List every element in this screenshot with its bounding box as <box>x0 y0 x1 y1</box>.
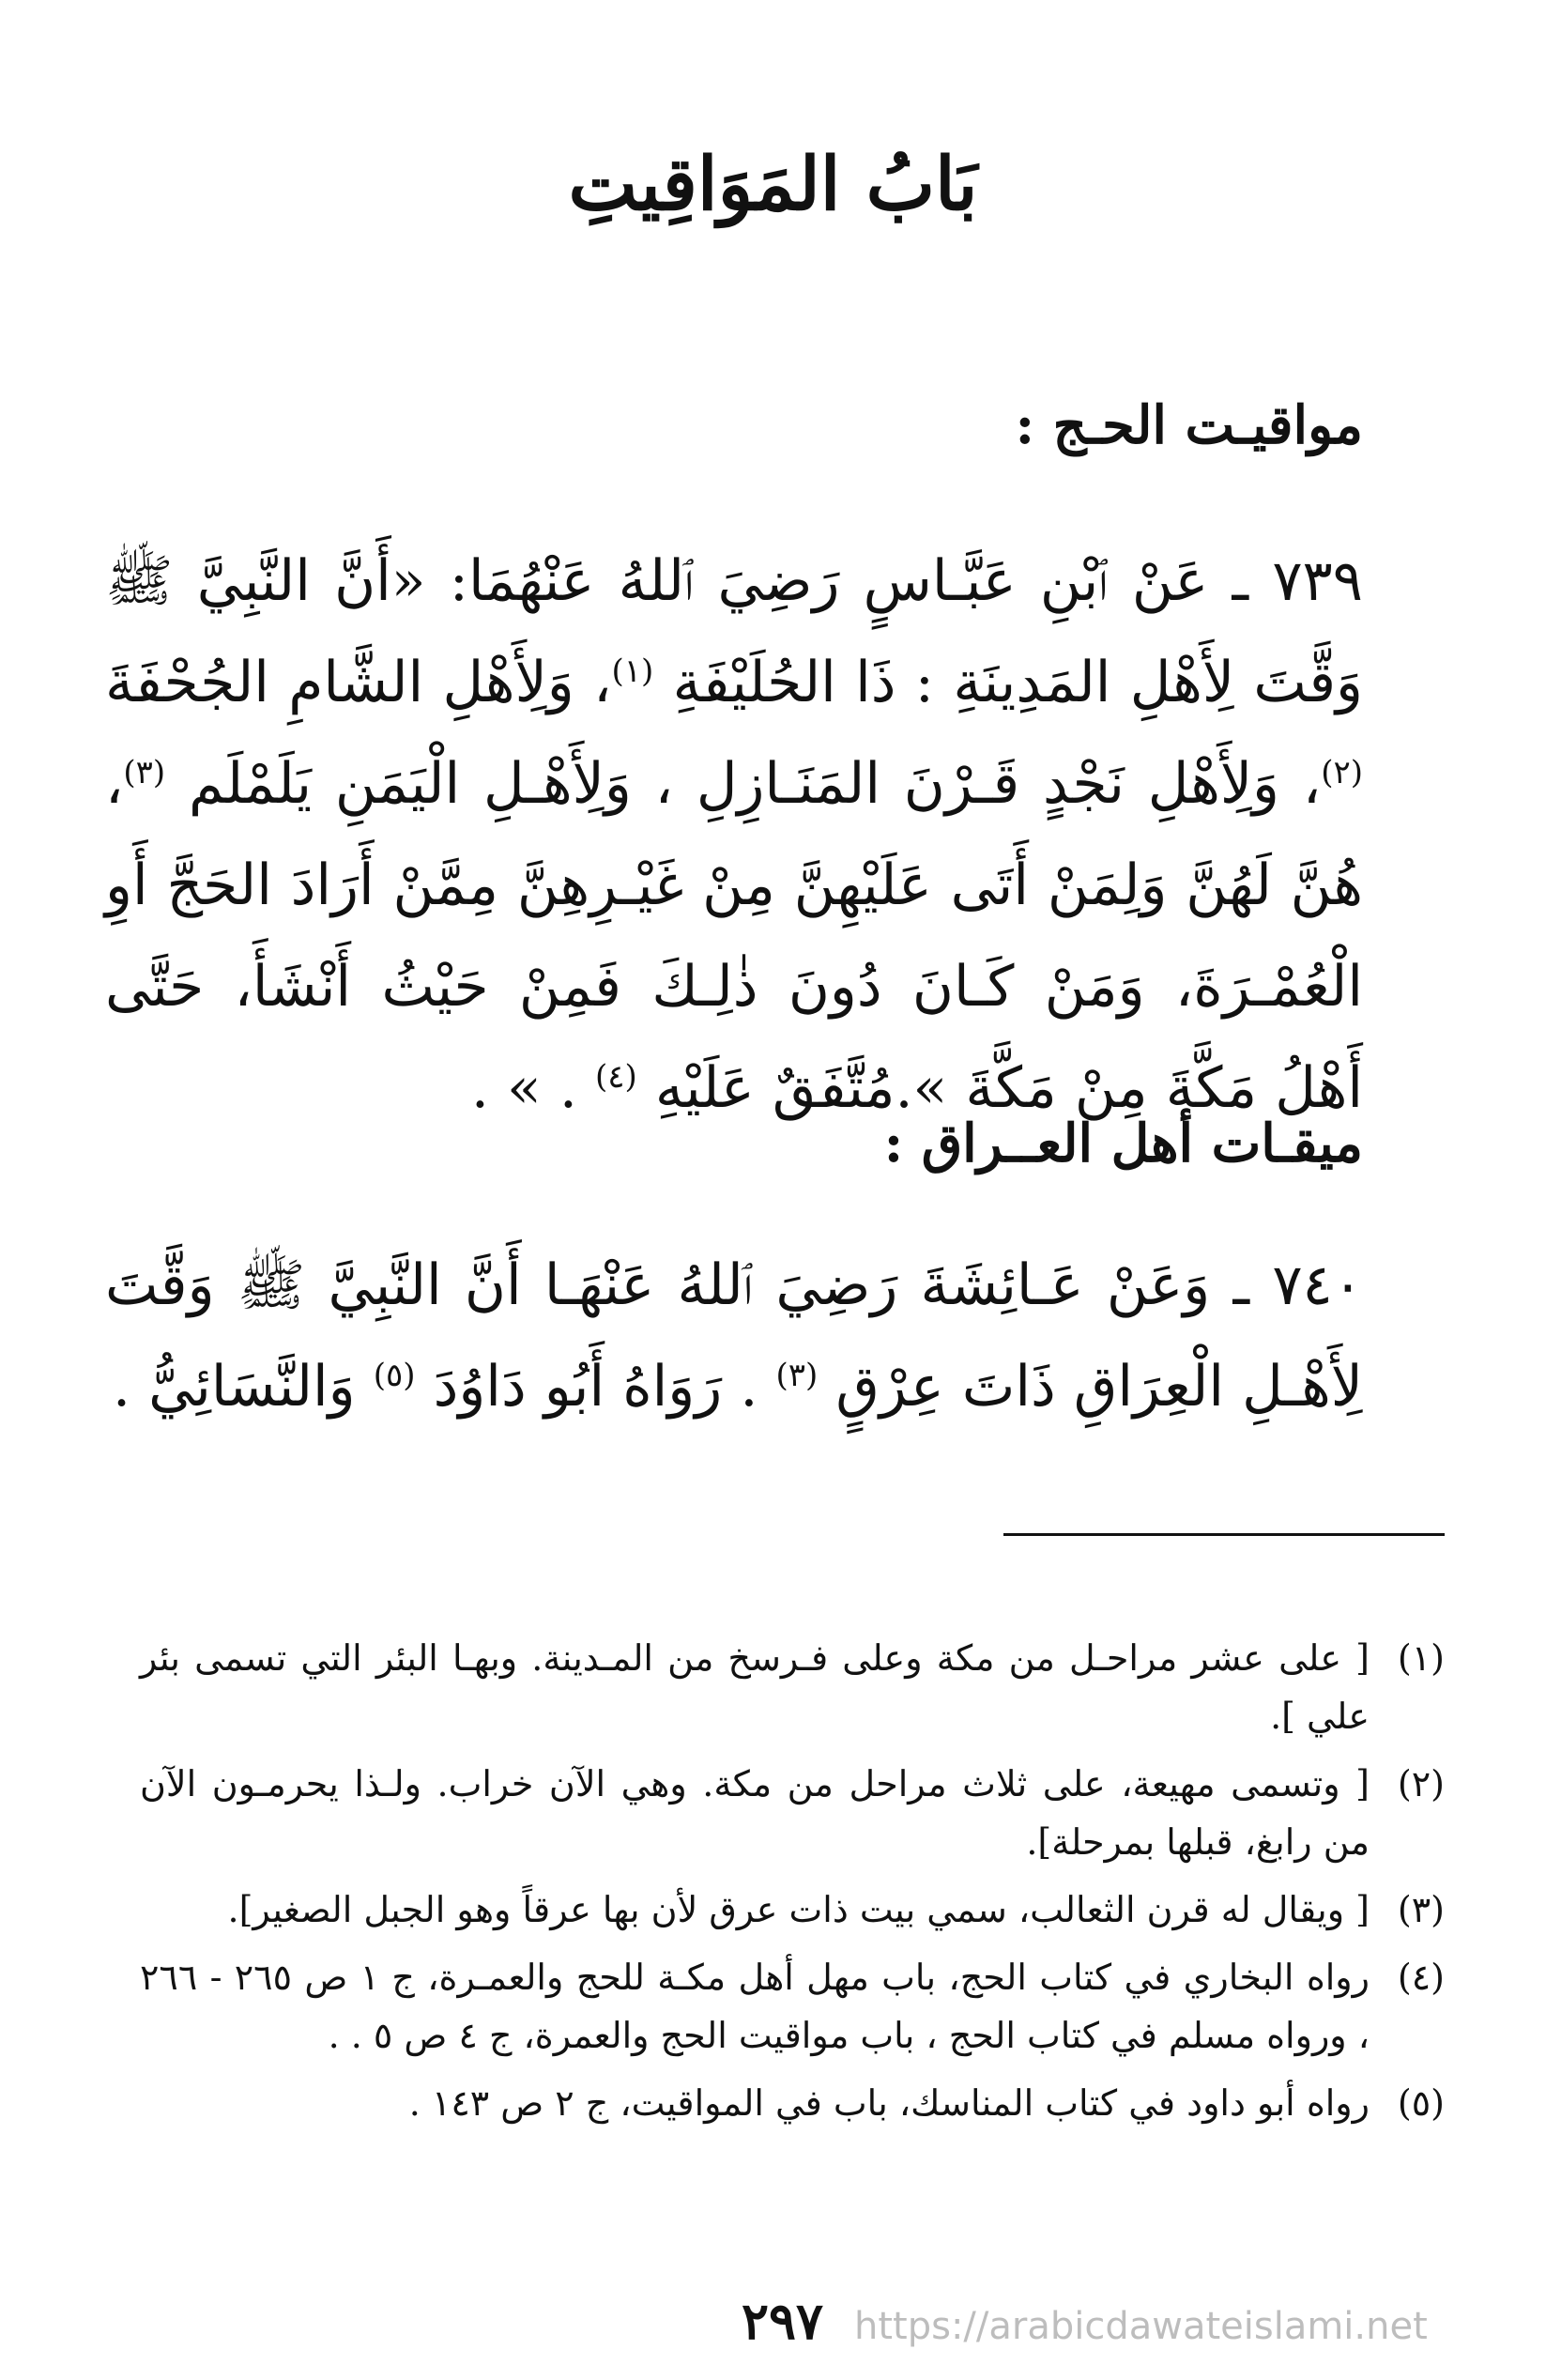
footnote-ref: (٣) <box>775 1357 819 1394</box>
footnote-ref: (١) <box>611 653 654 690</box>
footnote-number: (٢) <box>1397 1763 1445 1804</box>
footnote-text: رواه أبو داود في كتاب المناسك، باب في المواقيت، ج ٢ ص ١٤٣ . <box>408 2082 1370 2124</box>
footnote-ref: (٤) <box>594 1058 637 1096</box>
footnote-ref: (٣) <box>123 754 166 791</box>
section-heading-iraq-miqat: ميقـات أهل العــراق : <box>883 1113 1363 1175</box>
footnote-text: [ على عشر مراحـل من مكة وعلى فـرسخ من المـدينة. وبهـا البئر التي تسمى بئر علي ]. <box>140 1637 1370 1737</box>
footnote-item <box>140 1629 1445 1745</box>
footnote-divider <box>1003 1533 1445 1536</box>
footnote-item <box>140 2074 1445 2132</box>
footnote-text: [ وتسمى مهيعة، على ثلاث مراحل من مكة. وهي الآن خراب. ولـذا يحرمـون الآن من رابغ، قبلها بمرحلة]. <box>140 1763 1370 1863</box>
hadith-text: ٧٣٩ ـ عَنْ ٱبْنِ عَبَّـاسٍ رَضِيَ ٱللهُ عَنْهُمَا: «أَنَّ النَّبِيَّ ﷺ وَقَّتَ لِأَهْلِ المَدِينَةِ : ذَا الحُلَيْفَةِ <box>105 548 1363 715</box>
hadith-text: وَالنَّسَائِيُّ . <box>112 1354 374 1420</box>
hadith-text: ، وَلِأَهْلِ الشَّامِ الجُحْفَةَ <box>105 650 612 715</box>
footnote-number: (٤) <box>1397 1957 1445 1998</box>
footnote-item <box>140 1881 1445 1939</box>
hadith-text: ، هُنَّ لَهُنَّ وَلِمَنْ أَتَى عَلَيْهِنَّ مِنْ غَيْـرِهِنَّ مِمَّنْ أَرَادَ الحَجَّ أَوِ الْعُمْـرَةَ، وَمَنْ كَـانَ دُونَ ذٰلِـكَ فَمِنْ حَيْثُ أَنْشَأَ، حَتَّى أَهْلُ مَكَّةَ مِنْ مَكَّةَ ».مُتَّفَقٌ عَلَيْهِ <box>105 751 1363 1121</box>
footnote-ref: (٢) <box>1321 754 1363 791</box>
footnotes <box>140 1629 1445 2142</box>
hadith-text: ، وَلِأَهْلِ نَجْدٍ قَـرْنَ المَنَـازِلِ ، وَلِأَهْـلِ الْيَمَنِ يَلَمْلَم <box>165 751 1322 817</box>
hadith-739 <box>105 530 1363 1139</box>
footnote-item <box>140 1755 1445 1871</box>
footnote-text: رواه البخاري في كتاب الحج، باب مهل أهل مكـة للحج والعمـرة، ج ١ ص ٢٦٥ - ٢٦٦ ، ورواه مسلم في كتاب الحج ، باب مواقيت الحج والعمرة، ج ٤ ص ٥ . . <box>140 1957 1370 2056</box>
footnote-ref: (٥) <box>373 1357 416 1394</box>
hadith-text: ٧٤٠ ـ وَعَنْ عَـائِشَةَ رَضِيَ ٱللهُ عَنْهَـا أَنَّ النَّبِيَّ ﷺ وَقَّتَ لِأَهْـلِ الْعِرَاقِ ذَاتَ عِرْقٍ <box>105 1252 1363 1420</box>
section-heading-hajj-miqat: مواقيـت الحـج : <box>1015 394 1363 456</box>
hadith-740 <box>105 1235 1363 1437</box>
chapter-title: بَابُ المَوَاقِيتِ <box>568 142 978 227</box>
watermark-url: https://arabicdawateislami.net <box>854 2305 1428 2348</box>
footnote-text: [ ويقال له قرن الثعالب، سمي بيت ذات عرق لأن بها عرقاً وهو الجبل الصغير]. <box>227 1889 1370 1930</box>
footnote-number: (٥) <box>1397 2082 1445 2124</box>
hadith-text: . رَوَاهُ أَبُو دَاوُدَ <box>415 1354 776 1420</box>
footnote-item <box>140 1948 1445 2065</box>
footnote-number: (١) <box>1397 1637 1445 1679</box>
page-number: ٢٩٧ <box>742 2291 824 2351</box>
footnote-number: (٣) <box>1397 1889 1445 1930</box>
hadith-text: . » . <box>470 1055 595 1121</box>
